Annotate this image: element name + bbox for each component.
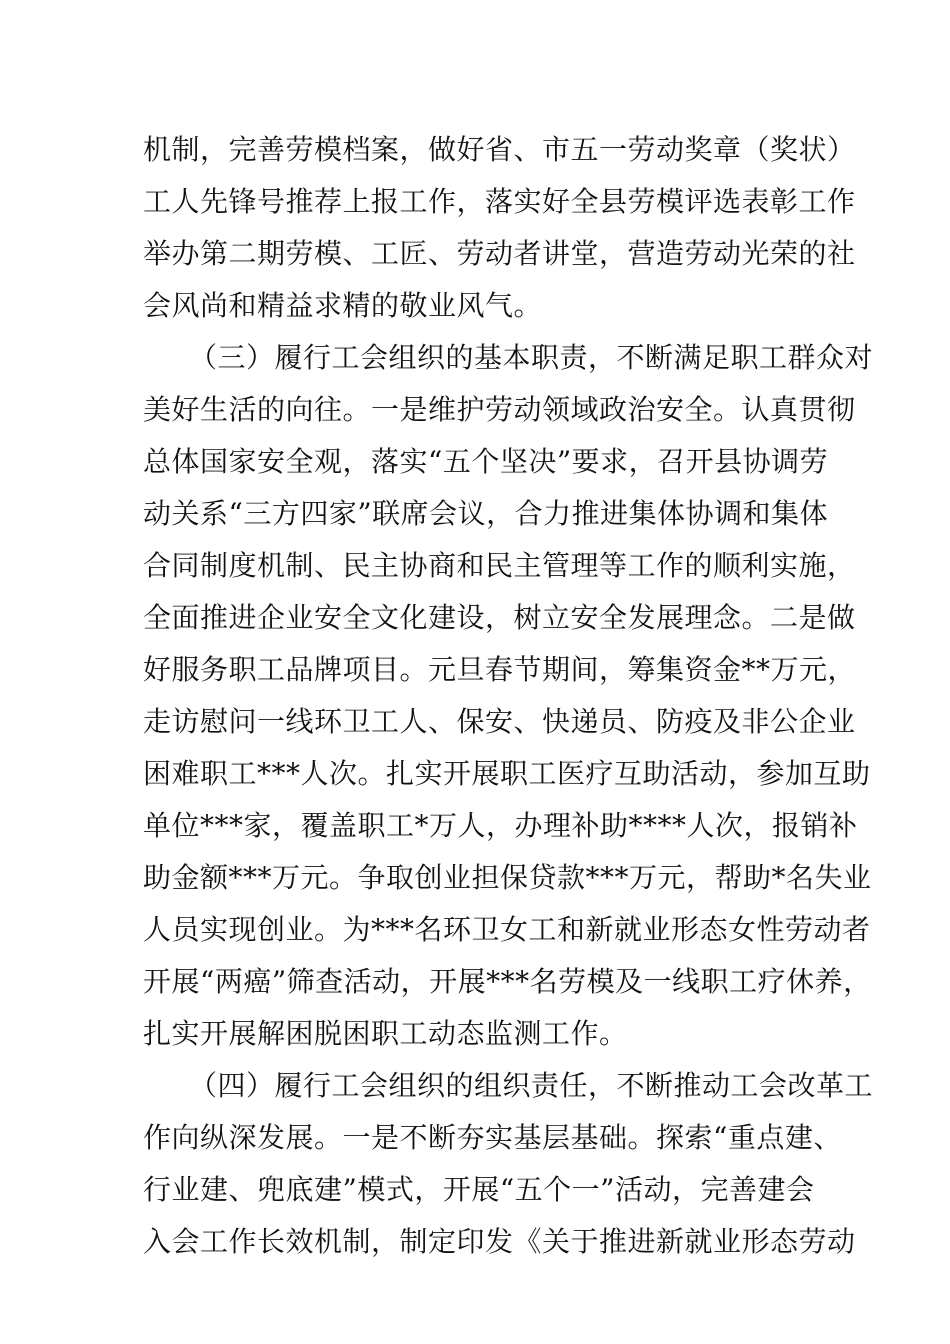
- text-line: 动关系“三方四家”联席会议，合力推进集体协调和集体: [143, 497, 829, 530]
- text-line: 助金额***万元。争取创业担保贷款***万元，帮助*名失业: [143, 861, 872, 894]
- text-line: 机制，完善劳模档案，做好省、市五一劳动奖章（奖状）: [143, 133, 856, 166]
- text-line: 总体国家安全观，落实“五个坚决”要求，召开县协调劳: [143, 445, 829, 478]
- text-line: 单位***家，覆盖职工*万人，办理补助****人次，报销补: [143, 809, 858, 842]
- text-line: 举办第二期劳模、工匠、劳动者讲堂，营造劳动光荣的社: [143, 237, 856, 270]
- text-line: 合同制度机制、民主协商和民主管理等工作的顺利实施，: [143, 549, 856, 582]
- text-line: 行业建、兜底建”模式，开展“五个一”活动，完善建会: [143, 1173, 815, 1206]
- text-line: 人员实现创业。为***名环卫女工和新就业形态女性劳动者: [143, 913, 871, 946]
- text-line: 工人先锋号推荐上报工作，落实好全县劳模评选表彰工作: [143, 185, 856, 218]
- text-line: 作向纵深发展。一是不断夯实基层基础。探索“重点建、: [143, 1121, 842, 1154]
- text-line: 全面推进企业安全文化建设，树立安全发展理念。二是做: [143, 601, 856, 634]
- text-line: 困难职工***人次。扎实开展职工医疗互助活动，参加互助: [143, 757, 871, 790]
- paragraph-start-line: （四）履行工会组织的组织责任，不断推动工会改革工: [189, 1069, 874, 1102]
- text-line: 走访慰问一线环卫工人、保安、快递员、防疫及非公企业: [143, 705, 856, 738]
- text-line: 好服务职工品牌项目。元旦春节期间，筹集资金**万元，: [143, 653, 857, 686]
- text-line: 会风尚和精益求精的敬业风气。: [143, 289, 543, 322]
- text-line: 美好生活的向往。一是维护劳动领域政治安全。认真贯彻: [143, 393, 856, 426]
- text-line: 扎实开展解困脱困职工动态监测工作。: [143, 1017, 628, 1050]
- text-line: 入会工作长效机制，制定印发《关于推进新就业形态劳动: [143, 1225, 856, 1258]
- paragraph-start-line: （三）履行工会组织的基本职责，不断满足职工群众对: [189, 341, 874, 374]
- text-line: 开展“两癌”筛查活动，开展***名劳模及一线职工疗休养，: [143, 965, 872, 998]
